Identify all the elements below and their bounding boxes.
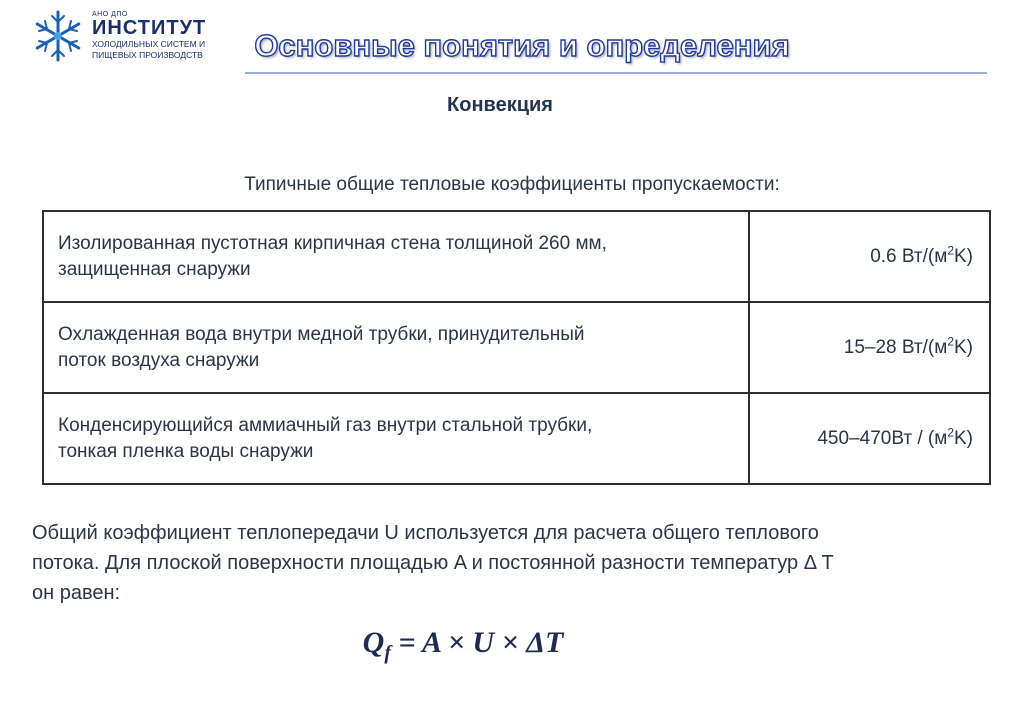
section-subtitle: Конвекция: [447, 94, 553, 116]
description-line: Изолированная пустотная кирпичная стена толщиной 260 мм,: [58, 232, 607, 254]
description-line: поток воздуха снаружи: [58, 349, 260, 371]
snowflake-icon: [30, 8, 86, 64]
title-divider: [245, 72, 987, 74]
logo-line-2: ПИЩЕВЫХ ПРОИЗВОДСТВ: [92, 50, 203, 60]
table-row: [43, 211, 990, 302]
formula-lhs: Q: [362, 626, 385, 659]
logo-small-text: АНО ДПО: [92, 11, 128, 18]
formula-subscript: f: [384, 642, 391, 664]
table-cell-description: [43, 302, 749, 393]
paragraph-line-3: он равен:: [32, 582, 121, 604]
value-superscript: 2: [947, 425, 954, 440]
value-text: 0.6 Вт/(м: [870, 245, 948, 267]
coefficients-table: [42, 210, 991, 485]
formula-rhs: = A × U × ΔT: [391, 626, 564, 659]
description-line: Конденсирующийся аммиачный газ внутри стальной трубки,: [58, 414, 593, 436]
value-text: 15–28 Вт/(м: [843, 336, 948, 358]
logo-name: ИНСТИТУТ: [92, 17, 207, 39]
paragraph-line-2: потока. Для плоской поверхности площадью A и постоянной разности температур Δ T: [32, 552, 834, 574]
table-row: [43, 302, 990, 393]
slide-title: Основные понятия и определения: [254, 28, 790, 63]
value-superscript: 2: [947, 334, 954, 349]
table-row: [43, 393, 990, 484]
institute-logo: [30, 8, 230, 64]
description-line: Охлажденная вода внутри медной трубки, принудительный: [58, 323, 585, 345]
value-unit: K): [954, 245, 973, 267]
value-text: 450–470Вт / (м: [817, 427, 948, 449]
table-cell-value: [749, 302, 990, 393]
logo-line-1: ХОЛОДИЛЬНЫХ СИСТЕМ И: [92, 39, 206, 49]
table-cell-description: [43, 393, 749, 484]
value-unit: K): [954, 427, 973, 449]
value-superscript: 2: [947, 243, 954, 258]
value-unit: K): [954, 336, 973, 358]
paragraph-line-1: Общий коэффициент теплопередачи U используется для расчета общего теплового: [32, 522, 819, 544]
table-cell-value: [749, 211, 990, 302]
table-caption: Типичные общие тепловые коэффициенты пропускаемости:: [244, 174, 780, 195]
table-cell-value: [749, 393, 990, 484]
description-line: защищенная снаружи: [58, 258, 251, 280]
table-cell-description: [43, 211, 749, 302]
description-line: тонкая пленка воды снаружи: [58, 440, 314, 462]
body-paragraph: [32, 518, 1002, 608]
heat-flow-formula: [0, 626, 926, 665]
